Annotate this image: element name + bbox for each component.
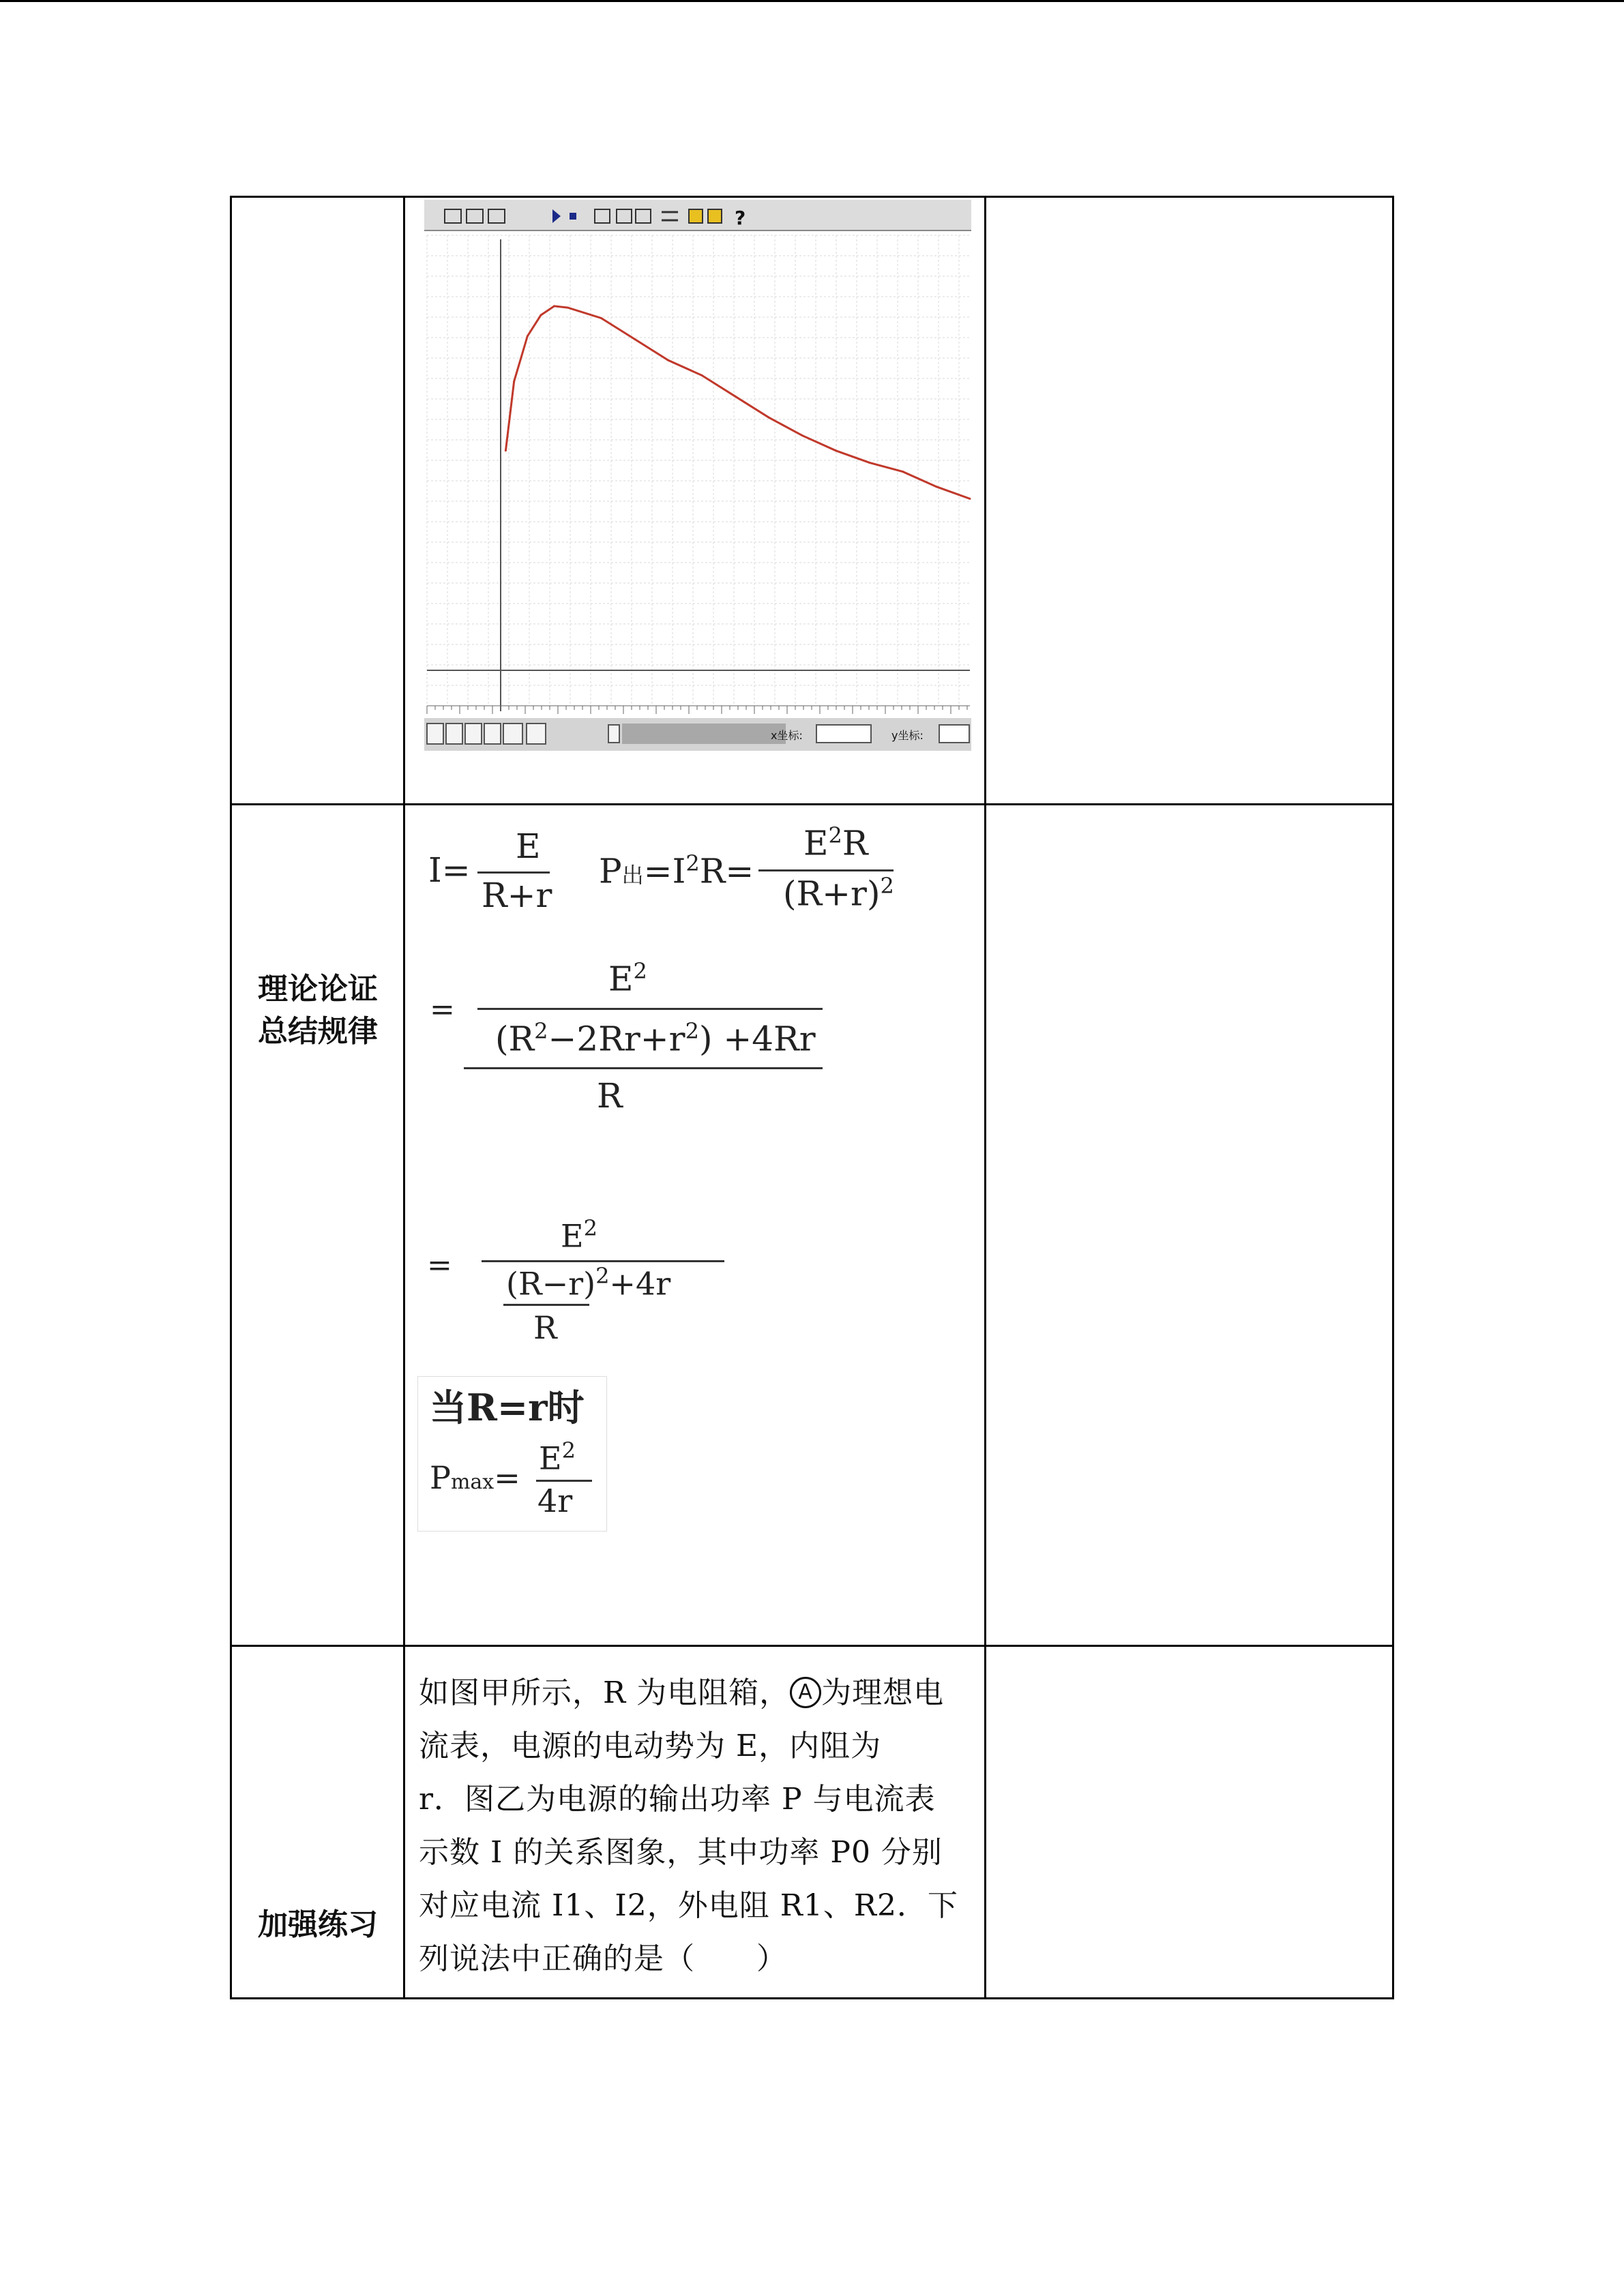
data-point — [553, 305, 555, 307]
data-point — [634, 338, 636, 340]
exercise-line: r．图乙为电源的输出功率 P 与电流表 — [419, 1782, 936, 1817]
exercise-line: 流表，电源的电动势为 E，内阻为 — [419, 1729, 882, 1763]
data-point — [600, 317, 602, 319]
row-label-line: 理论论证 — [258, 972, 378, 1007]
formula-condition: 当R=r时 — [430, 1386, 585, 1429]
chart-screenshot — [424, 200, 971, 752]
measure-icon[interactable] — [484, 724, 501, 744]
data-point — [513, 381, 515, 383]
formula-step1-top: $E^2$ — [608, 958, 647, 999]
exercise-line: 示数 I 的关系图象，其中功率 P0 分别 — [419, 1835, 943, 1870]
table-column-divider — [984, 196, 986, 1999]
palette-icon[interactable] — [708, 209, 722, 223]
data-point — [540, 314, 542, 316]
formula-power-lhs: P出$=I^2R=$ — [599, 850, 754, 891]
color-icon[interactable] — [689, 209, 703, 223]
formula-power-num: $E^2R$ — [803, 822, 868, 863]
data-point — [801, 434, 803, 436]
x-coord-label: x坐标: — [771, 729, 803, 742]
formula-eq1: = — [430, 992, 455, 1027]
formula-step2-bot: R — [533, 1309, 557, 1346]
formula-pmax-lhs: Pmax= — [430, 1459, 520, 1496]
stop-icon[interactable] — [570, 213, 576, 220]
data-point — [505, 449, 507, 451]
data-point — [902, 471, 904, 473]
formula-current-den: R+r — [482, 876, 552, 915]
chart-svg — [424, 200, 971, 752]
table-border-right — [1392, 196, 1394, 1999]
data-point — [735, 396, 737, 398]
row-label-line: 总结规律 — [258, 1014, 378, 1049]
row-label-theory — [232, 968, 404, 1053]
formula-step1-mid: $(R^2-2Rr+r^2) +4Rr$ — [495, 1018, 816, 1059]
formula-eq2: = — [427, 1248, 452, 1283]
formula-step1-bot: R — [597, 1076, 623, 1116]
formula-power-den: $(R+r)^2$ — [783, 873, 894, 914]
formula-pmax-den: 4r — [537, 1482, 573, 1519]
exercise-line: 对应电流 I1、I2，外电阻 R1、R2．下 — [419, 1888, 958, 1923]
data-point — [935, 486, 937, 488]
exercise-line: 如图甲所示，R 为电阻箱， A 为理想电 — [419, 1675, 945, 1710]
help-icon[interactable]: ? — [735, 207, 746, 229]
formula-pmax-num: $E^2$ — [539, 1437, 576, 1477]
exercise-line: 列说法中正确的是（ ） — [419, 1941, 787, 1976]
data-point — [567, 307, 569, 309]
row-label-line: 加强练习 — [258, 1907, 378, 1942]
data-point — [835, 449, 837, 451]
table-column-divider — [403, 196, 405, 1999]
printer-icon[interactable] — [608, 725, 619, 743]
formula-step2-mid: $(R-r)^2+4r$ — [506, 1263, 671, 1302]
formula-current-num: E — [516, 826, 541, 866]
zoom-out-icon[interactable] — [527, 724, 546, 744]
data-point — [969, 498, 971, 500]
exercise-text — [419, 1667, 975, 1986]
ammeter-icon: A — [790, 1677, 821, 1708]
formula-current-lhs: I= — [428, 850, 471, 890]
y-coord-label: y坐标: — [891, 729, 924, 742]
formula-step2-top: $E^2$ — [561, 1215, 597, 1255]
x-axis-ticks — [427, 706, 970, 714]
data-point — [868, 462, 870, 464]
x-coord-field[interactable] — [816, 725, 871, 743]
page-top-border — [0, 0, 1624, 2]
data-point — [700, 374, 703, 376]
zoom-in-icon[interactable] — [503, 724, 522, 744]
select-icon[interactable] — [446, 724, 462, 744]
row-label-exercise — [232, 1904, 404, 1946]
data-point — [667, 359, 669, 361]
y-coord-field[interactable] — [939, 725, 969, 743]
table-border-left — [230, 196, 232, 1999]
data-point — [768, 417, 770, 419]
pan-icon[interactable] — [427, 724, 443, 744]
data-point — [527, 336, 529, 338]
plot-area — [424, 231, 971, 695]
pointer-icon[interactable] — [465, 724, 482, 744]
